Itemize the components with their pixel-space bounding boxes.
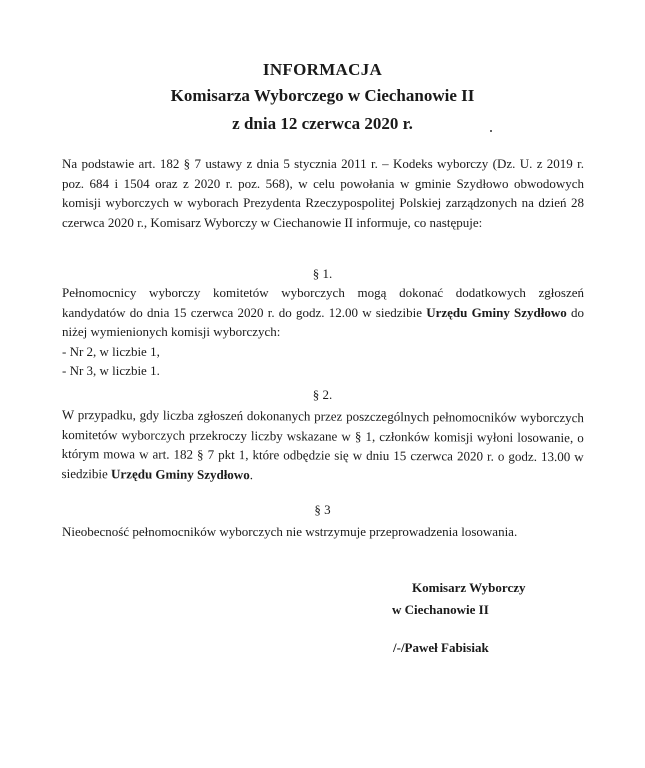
list-item: - Nr 2, w liczbie 1, (62, 343, 160, 359)
section-1-bold-place: Urzędu Gminy Szydłowo (426, 304, 567, 320)
section-2-text-before: W przypadku, gdy liczba zgłoszeń dokonanych przez poszczególnych pełnomocników wyborczych komitetów wyborczych przekroczy liczby wskazane w § 1, członków komisji wyłoni losowanie, o którym mowa w art. 182 § 7 pkt 1, które odbędzie się w dniu 15 czerwca 2020 r. o godz. 13.00 w siedzibie (61, 406, 584, 482)
section-3-mark: § 3 (314, 502, 331, 517)
section-3-body: Nieobecność pełnomocników wyborczych nie wstrzymuje przeprowadzenia losowania. (62, 524, 518, 539)
section-2-body (62, 405, 584, 487)
section-2-mark: § 2. (312, 387, 333, 402)
document-title: INFORMACJA (262, 60, 383, 79)
signature-location: w Ciechanowie II (392, 602, 489, 617)
signature-title: Komisarz Wyborczy (412, 580, 526, 595)
section-1-body (62, 283, 584, 381)
section-2-bold-place: Urzędu Gminy Szydłowo (111, 466, 250, 482)
section-1-mark: § 1. (312, 266, 333, 281)
scan-speck (490, 130, 492, 132)
document-subtitle: Komisarza Wyborczego w Ciechanowie II (170, 86, 475, 105)
section-1-text-before: Pełnomocnicy wyborczy komitetów wyborczych mogą dokonać dodatkowych zgłoszeń kandydatów do dnia 15 czerwca 2020 r. do godz. 12.00 w siedzibie (62, 285, 584, 320)
section-2-text-after: . (249, 466, 254, 482)
document-date: z dnia 12 czerwca 2020 r. (232, 114, 413, 133)
intro-paragraph: Na podstawie art. 182 § 7 ustawy z dnia 5 stycznia 2011 r. – Kodeks wyborczy (Dz. U. z 2019 r. poz. 684 i 1504 oraz z 2020 r. poz. 568), w celu powołania w gminie Szydłowo obwodowych komisji wyborczych w wyborach Prezydenta Rzeczypospolitej Polskiej zarządzonych na dzień 28 czerwca 2020 r., Komisarz Wyborczy w Ciechanowie II informuje, co następuje: (62, 156, 584, 230)
signature-name: /-/Paweł Fabisiak (393, 640, 489, 655)
section-1-text-after: do niżej wymienionych komisji wyborczych: (62, 304, 585, 340)
list-item: - Nr 3, w liczbie 1. (62, 363, 160, 379)
